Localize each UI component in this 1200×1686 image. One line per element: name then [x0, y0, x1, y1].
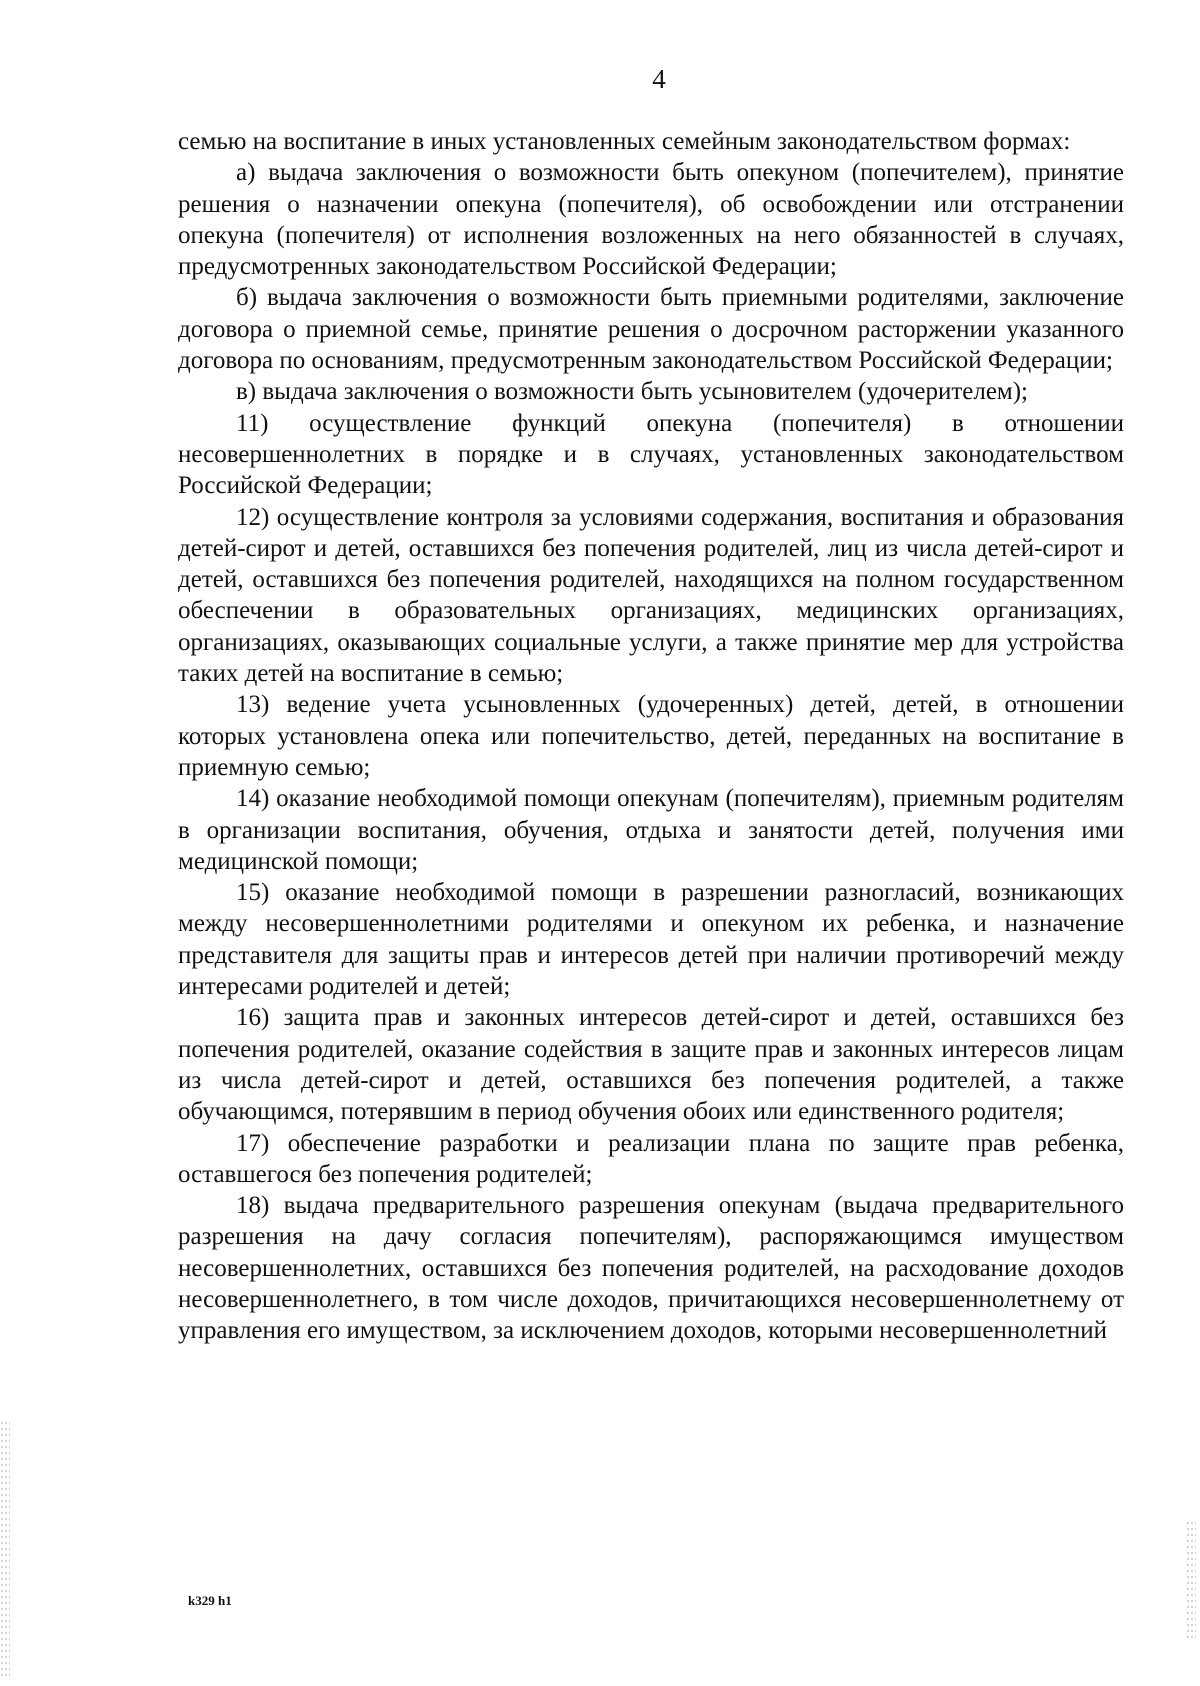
paragraph-item-16: 16) защита прав и законных интересов детей-сирот и детей, оставшихся без попечения родителей, оказание содействия в защите прав и законных интересов лицам из числа детей-сирот и детей, оставшихся без попечения родителей, а также обучающимся, потерявшим в период обучения обоих или единственного родителя; [178, 1004, 1124, 1126]
page-number: 4 [652, 64, 666, 94]
paragraph-item-18: 18) выдача предварительного разрешения опекунам (выдача предварительного разрешения на дачу согласия попечителям), распоряжающимся имуществом несовершеннолетних, оставшихся без попечения родителей, на расходование доходов несовершеннолетнего, в том числе доходов, причитающихся несовершеннолетнему от управления его имуществом, за исключением доходов, которыми несовершеннолетний [178, 1192, 1124, 1345]
footer-document-code: k329 h1 [188, 1593, 232, 1608]
paragraph-item-17: 17) обеспечение разработки и реализации плана по защите прав ребенка, оставшегося без попечения родителей; [178, 1129, 1124, 1188]
paragraph-item-14: 14) оказание необходимой помощи опекунам (попечителям), приемным родителям в организации воспитания, обучения, отдыха и занятости детей, получения ими медицинской помощи; [178, 785, 1124, 875]
paragraph-item-v: в) выдача заключения о возможности быть усыновителем (удочерителем); [236, 378, 1029, 406]
document-body [178, 126, 1124, 1347]
paragraph-item-11: 11) осуществление функций опекуна (попечителя) в отношении несовершеннолетних в порядке и в случаях, установленных законодательством Российской Федерации; [178, 409, 1124, 500]
paragraph-item-a: а) выдача заключения о возможности быть опекуном (попечителем), принятие решения о назначении опекуна (попечителя), об освобождении или отстранении опекуна (попечителя) от исполнения возложенных на него обязанностей в случаях, предусмотренных законодательством Российской Федерации; [178, 159, 1124, 281]
scan-noise-right [1186, 1520, 1196, 1640]
paragraph-continuation: семью на воспитание в иных установленных семейным законодательством формах: [178, 128, 1071, 155]
paragraph-item-b: б) выдача заключения о возможности быть приемными родителями, заключение договора о приемной семье, принятие решения о досрочном расторжении указанного договора по основаниям, предусмотренным законодательством Российской Федерации; [178, 284, 1124, 375]
scan-noise-left [0, 1420, 10, 1680]
paragraph-item-15: 15) оказание необходимой помощи в разрешении разногласий, возникающих между несовершеннолетними родителями и опекуном их ребенка, и назначение представителя для защиты прав и интересов детей при наличии противоречий между интересами родителей и детей; [178, 879, 1124, 1001]
paragraph-item-13: 13) ведение учета усыновленных (удочеренных) детей, детей, в отношении которых установлена опека или попечительство, детей, переданных на воспитание в приемную семью; [178, 691, 1124, 781]
paragraph-item-12: 12) осуществление контроля за условиями содержания, воспитания и образования детей-сирот и детей, оставшихся без попечения родителей, лиц из числа детей-сирот и детей, оставшихся без попечения родителей, находящихся на полном государственном обеспечении в образовательных организациях, медицинских организациях, организациях, оказывающих социальные услуги, а также принятие мер для устройства таких детей на воспитание в семью; [178, 503, 1124, 688]
